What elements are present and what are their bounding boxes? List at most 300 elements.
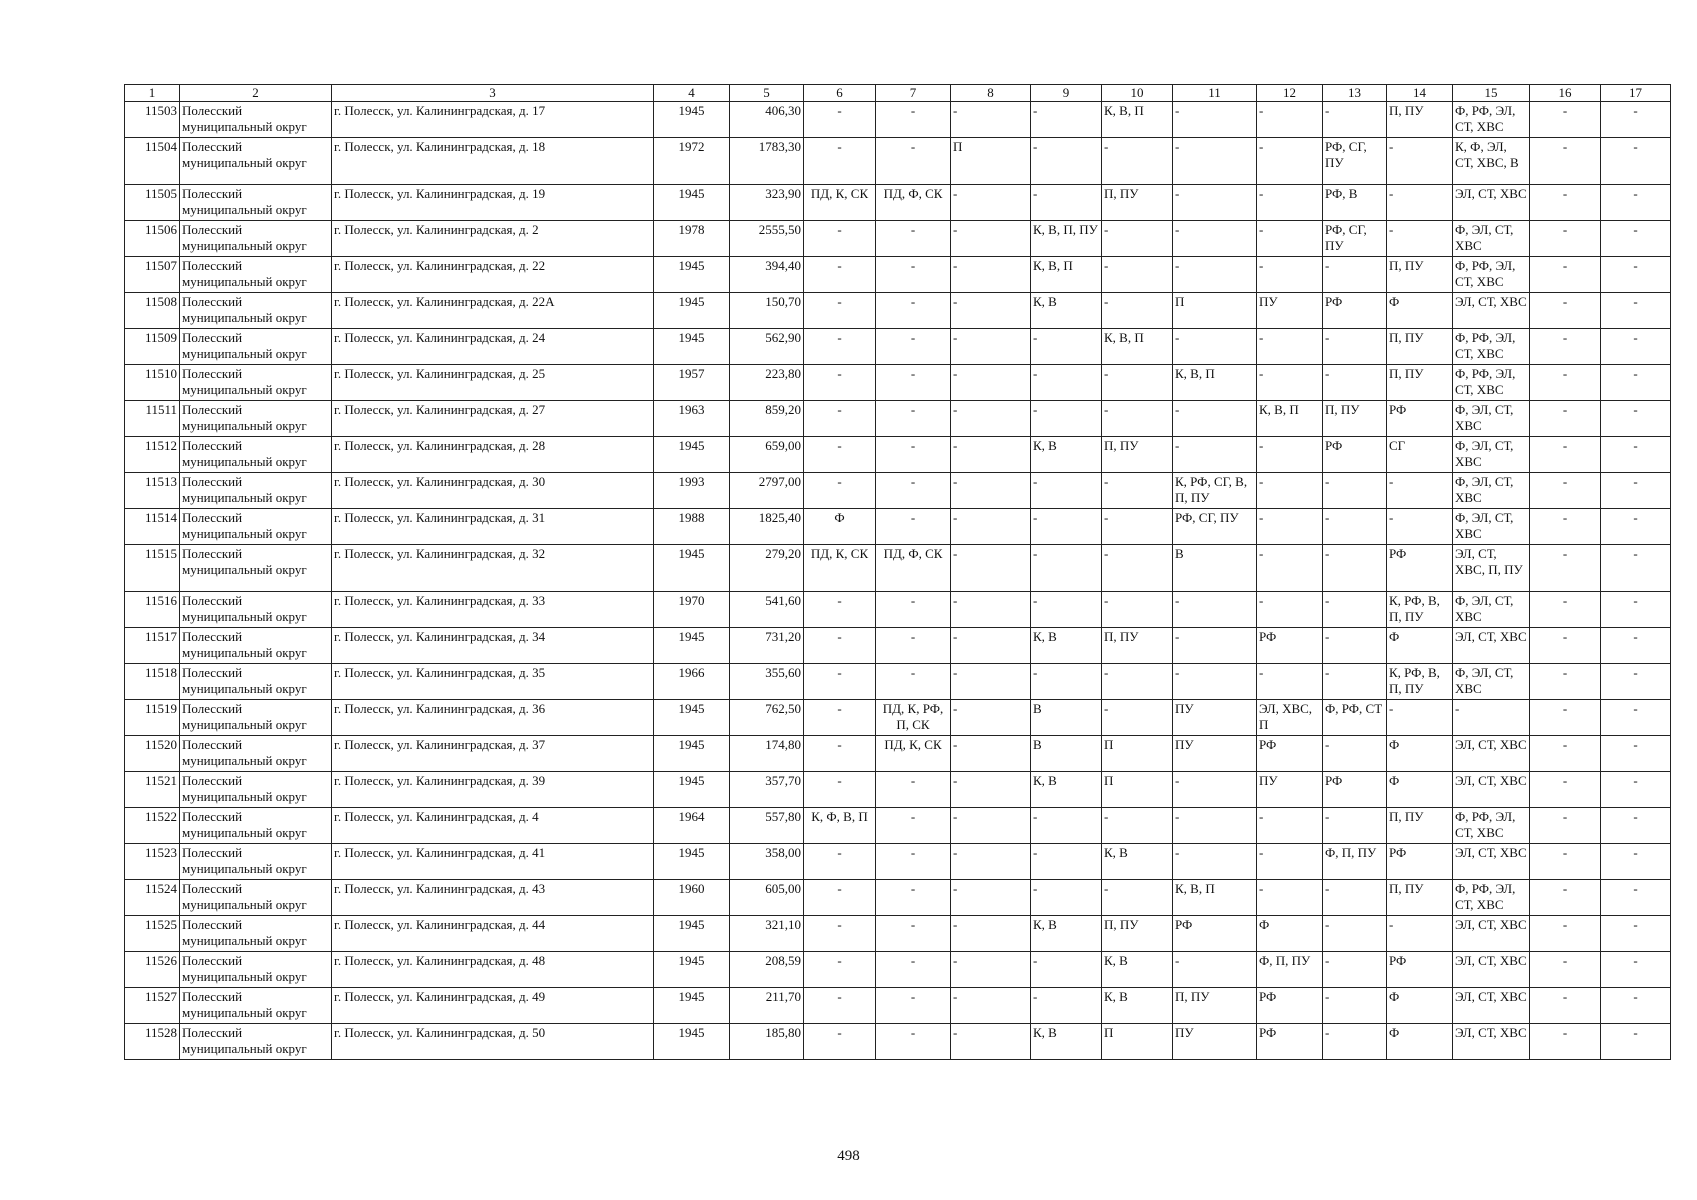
- column-header: 16: [1530, 85, 1601, 102]
- table-cell: 659,00: [730, 437, 804, 473]
- table-cell: П, ПУ: [1102, 628, 1173, 664]
- table-cell: Ф, РФ, ЭЛ, СТ, ХВС: [1453, 102, 1530, 138]
- table-cell: 1945: [654, 329, 730, 365]
- table-cell: РФ: [1257, 736, 1323, 772]
- table-cell: -: [876, 844, 951, 880]
- table-cell: -: [804, 628, 876, 664]
- table-cell: г. Полесск, ул. Калининградская, д. 35: [332, 664, 654, 700]
- column-header: 6: [804, 85, 876, 102]
- table-cell: -: [1601, 772, 1671, 808]
- table-cell: П, ПУ: [1387, 808, 1453, 844]
- table-cell: 1945: [654, 916, 730, 952]
- table-cell: -: [1257, 102, 1323, 138]
- table-cell: К, В, П: [1173, 365, 1257, 401]
- registry-table: [124, 84, 1671, 1060]
- table-row: [125, 473, 1671, 509]
- table-cell: Полесский муниципальный округ: [180, 257, 332, 293]
- table-cell: г. Полесск, ул. Калининградская, д. 27: [332, 401, 654, 437]
- table-cell: Полесский муниципальный округ: [180, 772, 332, 808]
- table-cell: 762,50: [730, 700, 804, 736]
- table-cell: -: [1530, 437, 1601, 473]
- table-cell: ПУ: [1257, 293, 1323, 329]
- column-header: 4: [654, 85, 730, 102]
- table-row: [125, 664, 1671, 700]
- table-cell: -: [804, 365, 876, 401]
- table-cell: ПД, К, РФ, П, СК: [876, 700, 951, 736]
- table-cell: 2797,00: [730, 473, 804, 509]
- table-cell: -: [1102, 808, 1173, 844]
- table-cell: -: [1173, 401, 1257, 437]
- table-cell: -: [876, 221, 951, 257]
- table-cell: -: [1601, 988, 1671, 1024]
- table-cell: -: [951, 293, 1031, 329]
- table-cell: 11521: [125, 772, 180, 808]
- table-cell: г. Полесск, ул. Калининградская, д. 4: [332, 808, 654, 844]
- table-cell: К, В: [1031, 628, 1102, 664]
- table-cell: -: [1387, 185, 1453, 221]
- table-cell: -: [951, 700, 1031, 736]
- table-cell: -: [876, 257, 951, 293]
- table-cell: 11515: [125, 545, 180, 592]
- table-cell: -: [804, 329, 876, 365]
- table-cell: Ф, РФ, ЭЛ, СТ, ХВС: [1453, 257, 1530, 293]
- table-cell: К, В: [1031, 916, 1102, 952]
- table-cell: г. Полесск, ул. Калининградская, д. 18: [332, 138, 654, 185]
- table-cell: 1966: [654, 664, 730, 700]
- table-cell: К, В: [1031, 772, 1102, 808]
- table-cell: -: [1601, 257, 1671, 293]
- table-cell: П: [1173, 293, 1257, 329]
- table-cell: К, В, П, ПУ: [1031, 221, 1102, 257]
- table-cell: Ф, РФ, ЭЛ, СТ, ХВС: [1453, 808, 1530, 844]
- table-cell: 1978: [654, 221, 730, 257]
- table-cell: -: [1387, 700, 1453, 736]
- table-cell: 11518: [125, 664, 180, 700]
- table-cell: -: [876, 138, 951, 185]
- table-row: [125, 988, 1671, 1024]
- table-cell: -: [1530, 916, 1601, 952]
- table-cell: К, В, П: [1257, 401, 1323, 437]
- table-cell: 731,20: [730, 628, 804, 664]
- table-cell: РФ: [1257, 628, 1323, 664]
- table-cell: 11509: [125, 329, 180, 365]
- table-cell: -: [876, 592, 951, 628]
- table-cell: 1945: [654, 772, 730, 808]
- table-cell: -: [1601, 916, 1671, 952]
- table-cell: -: [876, 401, 951, 437]
- table-cell: 11526: [125, 952, 180, 988]
- table-cell: -: [1031, 880, 1102, 916]
- table-cell: -: [1323, 952, 1387, 988]
- table-cell: -: [1102, 880, 1173, 916]
- table-cell: ЭЛ, СТ, ХВС: [1453, 844, 1530, 880]
- table-cell: г. Полесск, ул. Калининградская, д. 37: [332, 736, 654, 772]
- table-cell: -: [1031, 664, 1102, 700]
- table-cell: К, В: [1102, 844, 1173, 880]
- table-cell: Полесский муниципальный округ: [180, 736, 332, 772]
- table-cell: Ф, ЭЛ, СТ, ХВС: [1453, 664, 1530, 700]
- table-cell: 1945: [654, 844, 730, 880]
- table-row: [125, 185, 1671, 221]
- table-cell: -: [1173, 772, 1257, 808]
- table-cell: -: [1257, 592, 1323, 628]
- table-cell: -: [1257, 437, 1323, 473]
- table-cell: г. Полесск, ул. Калининградская, д. 28: [332, 437, 654, 473]
- table-cell: -: [876, 329, 951, 365]
- table-cell: -: [951, 916, 1031, 952]
- table-cell: -: [951, 437, 1031, 473]
- table-cell: 1970: [654, 592, 730, 628]
- table-cell: -: [1102, 365, 1173, 401]
- table-cell: Ф: [1387, 772, 1453, 808]
- table-cell: -: [1601, 1024, 1671, 1060]
- table-cell: -: [1323, 916, 1387, 952]
- table-row: [125, 844, 1671, 880]
- table-cell: -: [1257, 365, 1323, 401]
- table-cell: -: [1323, 509, 1387, 545]
- table-cell: Полесский муниципальный округ: [180, 509, 332, 545]
- table-cell: 1972: [654, 138, 730, 185]
- table-cell: -: [1601, 221, 1671, 257]
- table-cell: РФ: [1323, 437, 1387, 473]
- table-cell: -: [951, 808, 1031, 844]
- table-row: [125, 592, 1671, 628]
- table-cell: ЭЛ, СТ, ХВС: [1453, 736, 1530, 772]
- table-cell: Ф, ЭЛ, СТ, ХВС: [1453, 401, 1530, 437]
- table-cell: 1825,40: [730, 509, 804, 545]
- table-cell: -: [1323, 1024, 1387, 1060]
- table-cell: -: [876, 988, 951, 1024]
- column-header: 5: [730, 85, 804, 102]
- table-cell: 185,80: [730, 1024, 804, 1060]
- table-cell: -: [1387, 916, 1453, 952]
- table-cell: -: [1173, 844, 1257, 880]
- table-cell: В: [1031, 700, 1102, 736]
- table-cell: -: [1530, 592, 1601, 628]
- table-row: [125, 952, 1671, 988]
- table-cell: ПД, К, СК: [876, 736, 951, 772]
- table-cell: -: [1257, 509, 1323, 545]
- table-cell: -: [1530, 293, 1601, 329]
- table-cell: -: [951, 736, 1031, 772]
- table-cell: П, ПУ: [1387, 102, 1453, 138]
- table-cell: ЭЛ, СТ, ХВС: [1453, 628, 1530, 664]
- table-cell: РФ, СГ, ПУ: [1323, 221, 1387, 257]
- table-cell: В: [1031, 736, 1102, 772]
- table-cell: П: [1102, 1024, 1173, 1060]
- table-cell: -: [1453, 700, 1530, 736]
- table-cell: Ф: [1387, 736, 1453, 772]
- table-cell: П, ПУ: [1323, 401, 1387, 437]
- table-cell: П: [1102, 772, 1173, 808]
- table-cell: -: [1601, 844, 1671, 880]
- table-cell: Полесский муниципальный округ: [180, 221, 332, 257]
- table-cell: П, ПУ: [1102, 185, 1173, 221]
- table-cell: -: [1601, 880, 1671, 916]
- table-cell: В: [1173, 545, 1257, 592]
- table-cell: -: [1530, 138, 1601, 185]
- table-cell: РФ: [1387, 545, 1453, 592]
- table-cell: 1945: [654, 293, 730, 329]
- table-cell: -: [1601, 952, 1671, 988]
- column-header: 15: [1453, 85, 1530, 102]
- table-cell: К, РФ, В, П, ПУ: [1387, 664, 1453, 700]
- table-cell: -: [1102, 473, 1173, 509]
- table-cell: -: [1257, 185, 1323, 221]
- table-cell: -: [1601, 509, 1671, 545]
- table-cell: 2555,50: [730, 221, 804, 257]
- table-cell: -: [1323, 329, 1387, 365]
- table-cell: 357,70: [730, 772, 804, 808]
- table-cell: Ф: [1387, 628, 1453, 664]
- table-cell: РФ, СГ, ПУ: [1323, 138, 1387, 185]
- table-cell: -: [1031, 988, 1102, 1024]
- table-cell: -: [1173, 952, 1257, 988]
- table-cell: г. Полесск, ул. Калининградская, д. 49: [332, 988, 654, 1024]
- table-row: [125, 545, 1671, 592]
- table-cell: -: [951, 880, 1031, 916]
- table-cell: -: [1387, 221, 1453, 257]
- table-cell: -: [876, 365, 951, 401]
- table-cell: П: [951, 138, 1031, 185]
- table-cell: -: [876, 473, 951, 509]
- table-cell: Ф, РФ, ЭЛ, СТ, ХВС: [1453, 329, 1530, 365]
- table-cell: -: [1323, 473, 1387, 509]
- table-cell: Ф, П, ПУ: [1257, 952, 1323, 988]
- table-cell: 557,80: [730, 808, 804, 844]
- table-row: [125, 916, 1671, 952]
- table-cell: -: [1601, 401, 1671, 437]
- table-cell: -: [876, 1024, 951, 1060]
- table-cell: 1945: [654, 1024, 730, 1060]
- table-cell: ЭЛ, СТ, ХВС, П, ПУ: [1453, 545, 1530, 592]
- table-cell: -: [951, 844, 1031, 880]
- table-cell: Ф, ЭЛ, СТ, ХВС: [1453, 473, 1530, 509]
- table-cell: -: [1530, 545, 1601, 592]
- table-cell: -: [1173, 628, 1257, 664]
- table-cell: -: [1323, 592, 1387, 628]
- table-row: [125, 628, 1671, 664]
- table-cell: -: [1031, 329, 1102, 365]
- table-cell: -: [1530, 628, 1601, 664]
- column-header: 13: [1323, 85, 1387, 102]
- table-cell: -: [876, 664, 951, 700]
- table-cell: г. Полесск, ул. Калининградская, д. 50: [332, 1024, 654, 1060]
- table-cell: -: [876, 437, 951, 473]
- table-cell: -: [951, 257, 1031, 293]
- table-cell: -: [1387, 509, 1453, 545]
- table-row: [125, 1024, 1671, 1060]
- table-cell: Ф, П, ПУ: [1323, 844, 1387, 880]
- table-cell: К, В: [1102, 952, 1173, 988]
- table-cell: -: [1257, 138, 1323, 185]
- table-cell: 11510: [125, 365, 180, 401]
- table-cell: -: [1031, 808, 1102, 844]
- table-cell: -: [1530, 365, 1601, 401]
- table-cell: П, ПУ: [1387, 880, 1453, 916]
- table-cell: -: [1323, 102, 1387, 138]
- table-cell: 1957: [654, 365, 730, 401]
- table-cell: г. Полесск, ул. Калининградская, д. 34: [332, 628, 654, 664]
- table-cell: Ф, ЭЛ, СТ, ХВС: [1453, 592, 1530, 628]
- table-cell: -: [1173, 664, 1257, 700]
- table-cell: К, РФ, СГ, В, П, ПУ: [1173, 473, 1257, 509]
- table-cell: Ф: [1387, 1024, 1453, 1060]
- table-cell: -: [804, 592, 876, 628]
- table-cell: Ф: [1257, 916, 1323, 952]
- table-cell: -: [1601, 329, 1671, 365]
- table-cell: 321,10: [730, 916, 804, 952]
- table-cell: 1993: [654, 473, 730, 509]
- table-cell: 11511: [125, 401, 180, 437]
- table-cell: 208,59: [730, 952, 804, 988]
- table-cell: ПД, Ф, СК: [876, 545, 951, 592]
- column-header: 10: [1102, 85, 1173, 102]
- table-row: [125, 221, 1671, 257]
- table-cell: 1945: [654, 437, 730, 473]
- table-row: [125, 365, 1671, 401]
- table-cell: 11505: [125, 185, 180, 221]
- column-header: 12: [1257, 85, 1323, 102]
- table-cell: -: [876, 509, 951, 545]
- table-cell: ПУ: [1173, 736, 1257, 772]
- table-cell: -: [951, 102, 1031, 138]
- table-cell: -: [951, 1024, 1031, 1060]
- table-cell: 1988: [654, 509, 730, 545]
- column-header: 3: [332, 85, 654, 102]
- table-cell: -: [951, 592, 1031, 628]
- table-cell: -: [951, 664, 1031, 700]
- table-row: [125, 736, 1671, 772]
- table-cell: -: [1102, 509, 1173, 545]
- table-cell: -: [1323, 257, 1387, 293]
- table-cell: -: [1601, 185, 1671, 221]
- table-cell: Ф, РФ, ЭЛ, СТ, ХВС: [1453, 880, 1530, 916]
- table-cell: -: [1102, 700, 1173, 736]
- column-header: 11: [1173, 85, 1257, 102]
- table-cell: -: [804, 1024, 876, 1060]
- table-cell: Полесский муниципальный округ: [180, 628, 332, 664]
- table-cell: -: [804, 988, 876, 1024]
- table-cell: РФ: [1173, 916, 1257, 952]
- table-cell: П, ПУ: [1173, 988, 1257, 1024]
- table-cell: 1945: [654, 736, 730, 772]
- table-cell: Полесский муниципальный округ: [180, 700, 332, 736]
- table-cell: -: [1601, 138, 1671, 185]
- table-cell: Ф: [1387, 988, 1453, 1024]
- column-header: 7: [876, 85, 951, 102]
- table-cell: -: [1102, 545, 1173, 592]
- table-cell: г. Полесск, ул. Калининградская, д. 39: [332, 772, 654, 808]
- table-cell: -: [1530, 401, 1601, 437]
- page-number: 498: [837, 1148, 860, 1164]
- table-cell: -: [951, 545, 1031, 592]
- table-cell: П, ПУ: [1102, 437, 1173, 473]
- table-cell: г. Полесск, ул. Калининградская, д. 44: [332, 916, 654, 952]
- table-cell: -: [804, 102, 876, 138]
- table-row: [125, 257, 1671, 293]
- table-cell: 11508: [125, 293, 180, 329]
- table-cell: К, Ф, В, П: [804, 808, 876, 844]
- table-cell: -: [876, 880, 951, 916]
- table-cell: -: [951, 952, 1031, 988]
- table-cell: ЭЛ, СТ, ХВС: [1453, 772, 1530, 808]
- table-cell: -: [951, 365, 1031, 401]
- table-cell: 1783,30: [730, 138, 804, 185]
- table-cell: -: [1530, 1024, 1601, 1060]
- table-cell: Полесский муниципальный округ: [180, 365, 332, 401]
- table-cell: -: [1173, 221, 1257, 257]
- table-cell: 1945: [654, 102, 730, 138]
- table-cell: СГ: [1387, 437, 1453, 473]
- table-cell: 11516: [125, 592, 180, 628]
- table-cell: 1945: [654, 988, 730, 1024]
- table-cell: ПД, К, СК: [804, 545, 876, 592]
- table-cell: 355,60: [730, 664, 804, 700]
- table-cell: -: [876, 293, 951, 329]
- table-cell: РФ, СГ, ПУ: [1173, 509, 1257, 545]
- table-cell: -: [1601, 365, 1671, 401]
- table-cell: К, В, П: [1173, 880, 1257, 916]
- table-cell: -: [1102, 592, 1173, 628]
- table-cell: -: [804, 257, 876, 293]
- table-cell: -: [804, 880, 876, 916]
- table-cell: -: [1323, 808, 1387, 844]
- table-cell: Полесский муниципальный округ: [180, 473, 332, 509]
- table-cell: 11504: [125, 138, 180, 185]
- table-cell: -: [1601, 592, 1671, 628]
- table-cell: К, В, П: [1102, 329, 1173, 365]
- table-cell: 1945: [654, 545, 730, 592]
- table-cell: -: [951, 221, 1031, 257]
- table-cell: 11507: [125, 257, 180, 293]
- table-cell: 11512: [125, 437, 180, 473]
- table-cell: -: [1173, 102, 1257, 138]
- table-cell: 394,40: [730, 257, 804, 293]
- table-cell: -: [804, 401, 876, 437]
- table-cell: 11523: [125, 844, 180, 880]
- table-cell: 11506: [125, 221, 180, 257]
- table-cell: П, ПУ: [1102, 916, 1173, 952]
- table-cell: -: [1257, 844, 1323, 880]
- table-cell: г. Полесск, ул. Калининградская, д. 19: [332, 185, 654, 221]
- table-cell: 1963: [654, 401, 730, 437]
- column-header: 8: [951, 85, 1031, 102]
- table-cell: -: [1173, 808, 1257, 844]
- table-cell: Полесский муниципальный округ: [180, 592, 332, 628]
- table-cell: г. Полесск, ул. Калининградская, д. 32: [332, 545, 654, 592]
- table-cell: Полесский муниципальный округ: [180, 664, 332, 700]
- column-header: 9: [1031, 85, 1102, 102]
- table-cell: ЭЛ, СТ, ХВС: [1453, 293, 1530, 329]
- table-cell: -: [1102, 257, 1173, 293]
- table-cell: г. Полесск, ул. Калининградская, д. 36: [332, 700, 654, 736]
- table-cell: -: [804, 473, 876, 509]
- table-cell: К, В, П: [1031, 257, 1102, 293]
- table-cell: 279,20: [730, 545, 804, 592]
- table-cell: -: [1323, 736, 1387, 772]
- table-cell: г. Полесск, ул. Калининградская, д. 30: [332, 473, 654, 509]
- table-cell: К, В: [1102, 988, 1173, 1024]
- table-cell: -: [1031, 844, 1102, 880]
- table-cell: -: [804, 952, 876, 988]
- table-cell: 11528: [125, 1024, 180, 1060]
- table-cell: -: [1530, 952, 1601, 988]
- table-cell: -: [1601, 736, 1671, 772]
- table-cell: К, Ф, ЭЛ, СТ, ХВС, В: [1453, 138, 1530, 185]
- table-cell: Полесский муниципальный округ: [180, 329, 332, 365]
- table-cell: П: [1102, 736, 1173, 772]
